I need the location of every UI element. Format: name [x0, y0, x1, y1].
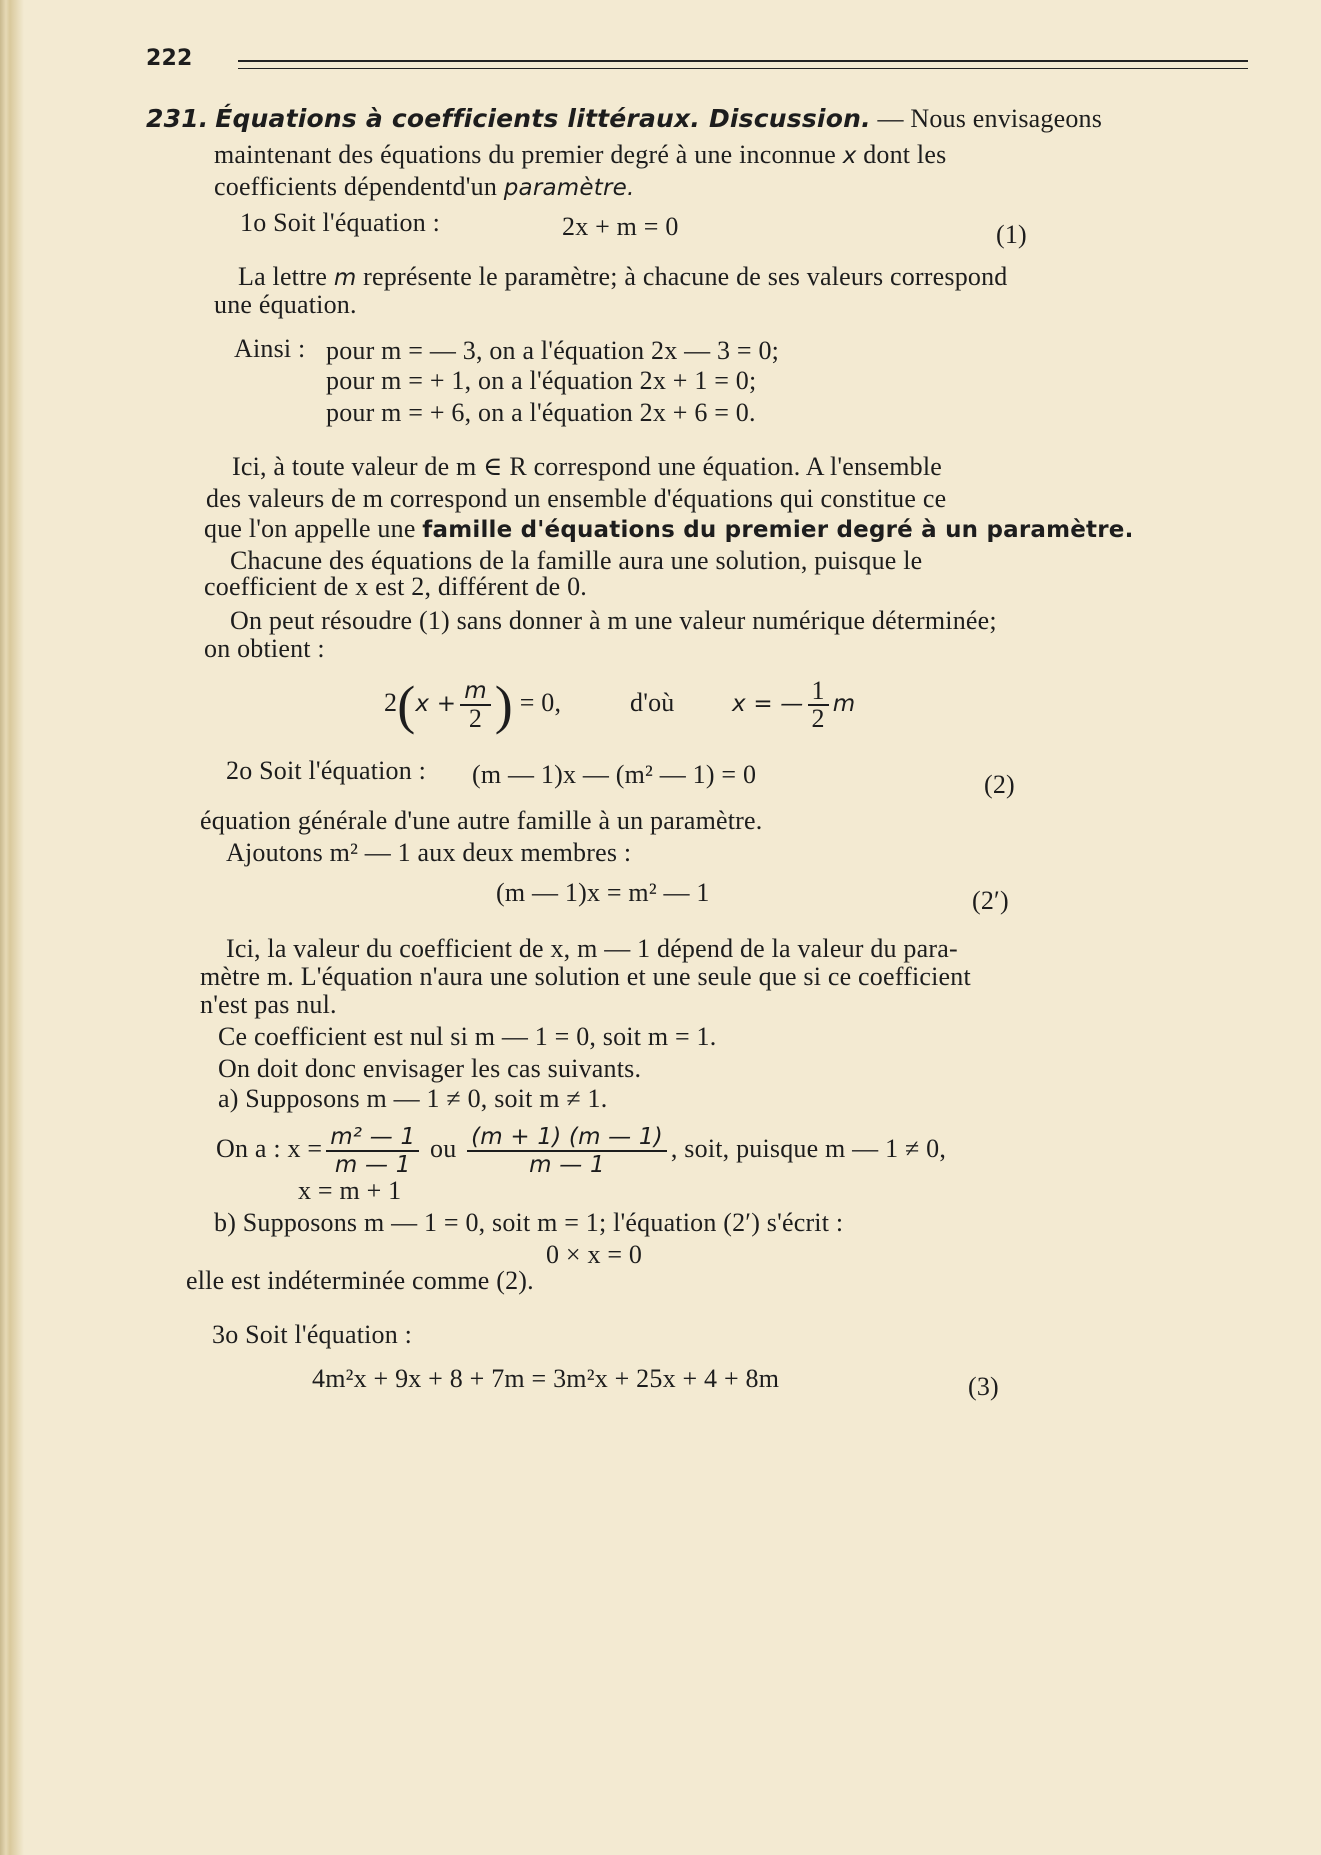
part1-solution	[384, 668, 561, 738]
intro-text: maintenant des équations du premier degré à une inconnue	[214, 140, 836, 169]
part3-eq-number: (3)	[968, 1372, 999, 1401]
sol-right-fraction	[808, 678, 829, 732]
intro-var: x	[842, 143, 857, 169]
section-number: 231.	[146, 104, 209, 133]
part2-eq2-number: (2′)	[972, 886, 1009, 915]
soit-puisque-text: , soit, puisque m — 1 ≠ 0,	[670, 1134, 947, 1163]
part1-equation: 2x + m = 0	[562, 212, 679, 241]
sol-fraction	[460, 678, 491, 732]
part2-para3: On doit donc envisager les cas suivants.	[218, 1054, 642, 1083]
p1-text-b: représente le paramètre; à chacune de ses valeurs correspond	[363, 262, 1008, 291]
intro-text-3: coefficients dépendentd'un	[214, 172, 498, 201]
part2-case-a: a) Supposons m — 1 ≠ 0, soit m ≠ 1.	[218, 1084, 608, 1113]
page-number: 222	[146, 46, 193, 71]
sol-x-equals: x = —	[732, 691, 804, 717]
frac2-num: (m + 1) (m — 1)	[467, 1124, 667, 1152]
section-heading	[146, 104, 1102, 134]
part3-equation: 4m²x + 9x + 8 + 7m = 3m²x + 25x + 4 + 8m	[312, 1364, 780, 1393]
part1-para3-line1: Chacune des équations de la famille aura une solution, puisque le	[230, 546, 923, 575]
part2-equation2: (m — 1)x = m² — 1	[496, 878, 710, 907]
sol-m: m	[832, 691, 856, 717]
left-paren: (	[397, 675, 416, 736]
part2-equation: (m — 1)x — (m² — 1) = 0	[472, 760, 757, 789]
on-a-text: On a : x =	[216, 1134, 323, 1163]
ou-text: ou	[430, 1134, 457, 1163]
page-binding-edge	[0, 0, 24, 1855]
part2-case-b: b) Supposons m — 1 = 0, soit m = 1; l'équation (2′) s'écrit :	[214, 1208, 844, 1237]
p1-text-a: La lettre	[238, 262, 328, 291]
part1-para1-line2: une équation.	[214, 290, 357, 319]
part1-para2-line2: des valeurs de m correspond un ensemble d'équations qui constitue ce	[206, 484, 947, 513]
sol-frac-den: 2	[468, 704, 483, 734]
p2-text-a: que l'on appelle une	[204, 514, 416, 543]
fraction-1	[326, 1124, 419, 1178]
sol-right-num: 1	[808, 678, 829, 706]
part1-para1-line1	[238, 262, 1008, 293]
part2-para2: Ce coefficient est nul si m — 1 = 0, soit m = 1.	[218, 1022, 717, 1051]
intro-text-end: dont les	[863, 140, 947, 169]
part2-eq-number: (2)	[984, 770, 1015, 799]
sol-frac-num: m	[460, 678, 491, 706]
section-intro-line-2	[214, 140, 946, 171]
part1-para4-line1: On peut résoudre (1) sans donner à m une valeur numérique déterminée;	[230, 606, 997, 635]
example-line-1: pour m = — 3, on a l'équation 2x — 3 = 0;	[326, 336, 780, 365]
sol-equals-zero: = 0,	[519, 688, 562, 717]
part2-line2: Ajoutons m² — 1 aux deux membres :	[226, 838, 632, 867]
header-rule	[238, 60, 1248, 62]
part2-indet: elle est indéterminée comme (2).	[186, 1266, 534, 1295]
part1-para4-line2: on obtient :	[204, 634, 325, 663]
part1-para2-line1: Ici, à toute valeur de m ∈ R correspond une équation. A l'ensemble	[232, 452, 943, 481]
frac2-den: m — 1	[529, 1152, 605, 1179]
section-intro-line-3	[214, 172, 634, 203]
part3-label: 3o Soit l'équation :	[212, 1320, 413, 1349]
part2-para1-line3: n'est pas nul.	[200, 990, 337, 1019]
part1-para3-line2: coefficient de x est 2, différent de 0.	[204, 572, 587, 601]
header-rule-2	[238, 68, 1248, 69]
part2-eq-b: 0 × x = 0	[546, 1240, 643, 1269]
part2-on-a-line	[216, 1118, 946, 1180]
p2-bold-text: famille d'équations du premier degré à un paramètre.	[422, 517, 1134, 543]
section-intro-dash: — Nous envisageons	[877, 104, 1103, 133]
part1-para2-line3	[204, 514, 1134, 545]
p1-var: m	[333, 265, 357, 291]
part1-label: 1o Soit l'équation :	[240, 208, 441, 237]
part2-line1: équation générale d'une autre famille à un paramètre.	[200, 806, 763, 835]
part2-para1-line1: Ici, la valeur du coefficient de x, m — 1 dépend de la valeur du para-	[226, 934, 958, 963]
section-title: Équations à coefficients littéraux. Discussion.	[215, 104, 871, 133]
sol-coef: 2	[384, 688, 398, 717]
part2-label: 2o Soit l'équation :	[226, 756, 427, 785]
example-line-2: pour m = + 1, on a l'équation 2x + 1 = 0;	[326, 366, 757, 395]
fraction-2	[467, 1124, 667, 1178]
sol-right-den: 2	[811, 704, 825, 734]
part1-solution-right	[732, 668, 855, 738]
intro-italic: paramètre.	[503, 175, 635, 201]
ainsi-label: Ainsi :	[234, 334, 306, 363]
sol-dou: d'où	[630, 688, 675, 717]
example-line-3: pour m = + 6, on a l'équation 2x + 6 = 0.	[326, 398, 756, 427]
part1-eq-number: (1)	[996, 220, 1027, 249]
part2-result-a: x = m + 1	[298, 1176, 402, 1205]
right-paren: )	[494, 675, 513, 736]
frac1-num: m² — 1	[326, 1124, 419, 1152]
sol-x-plus: x +	[415, 691, 457, 717]
part2-para1-line2: mètre m. L'équation n'aura une solution et une seule que si ce coefficient	[200, 962, 971, 991]
frac1-den: m — 1	[334, 1152, 411, 1179]
